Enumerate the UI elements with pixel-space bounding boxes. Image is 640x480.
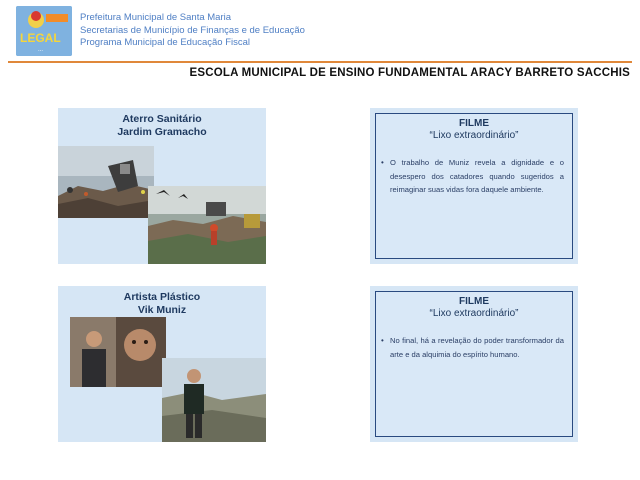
landfill-panel-title [58, 113, 266, 139]
vik-muniz-portrait-photo [70, 317, 166, 387]
film-2-text: No final, há a revelação do poder transformador da arte e da alquimia do espírito humano. [390, 336, 564, 359]
landfill-workers-photo [148, 186, 266, 264]
artist-panel [58, 286, 266, 442]
header-text [80, 12, 305, 50]
landfill-title-line-2: Jardim Gramacho [117, 126, 207, 138]
film-1-text: O trabalho de Muniz revela a dignidade e o desespero dos catadores quando sugeridos a reimaginar suas vidas fora daquele ambiente. [390, 158, 564, 194]
landfill-title-line-1: Aterro Sanitário [122, 113, 202, 125]
film-2-title: FILME [459, 296, 489, 307]
svg-text:LEGAL: LEGAL [20, 31, 61, 45]
film-1-title: FILME [459, 118, 489, 129]
film-1-bullet: • [381, 158, 384, 167]
festival-legal-logo [16, 6, 72, 56]
film-card-1-frame [375, 113, 573, 259]
film-2-body [381, 334, 564, 361]
muniz-landfill-photo [162, 358, 266, 442]
artist-title-line-2: Vik Muniz [137, 304, 187, 316]
school-name: ESCOLA MUNICIPAL DE ENSINO FUNDAMENTAL ARACY BARRETO SACCHIS [189, 67, 630, 79]
film-card-1 [370, 108, 578, 264]
header-line-2: Secretarias de Município de Finanças e de Educação [80, 24, 305, 36]
header-line-3: Programa Municipal de Educação Fiscal [80, 37, 251, 48]
film-2-subtitle: “Lixo extraordinário” [429, 308, 519, 319]
landfill-panel [58, 108, 266, 264]
film-2-bullet: • [381, 336, 384, 345]
film-card-2-frame [375, 291, 573, 437]
artist-title-line-1: Artista Plástico [123, 291, 201, 303]
header-divider [8, 61, 632, 63]
artist-panel-title [58, 291, 266, 317]
film-card-2 [370, 286, 578, 442]
film-1-subtitle: “Lixo extraordinário” [429, 130, 519, 141]
film-1-body [381, 156, 564, 197]
landfill-truck-photo [58, 146, 154, 218]
svg-text:...: ... [38, 47, 44, 53]
header-line-1: Prefeitura Municipal de Santa Maria [80, 12, 232, 23]
